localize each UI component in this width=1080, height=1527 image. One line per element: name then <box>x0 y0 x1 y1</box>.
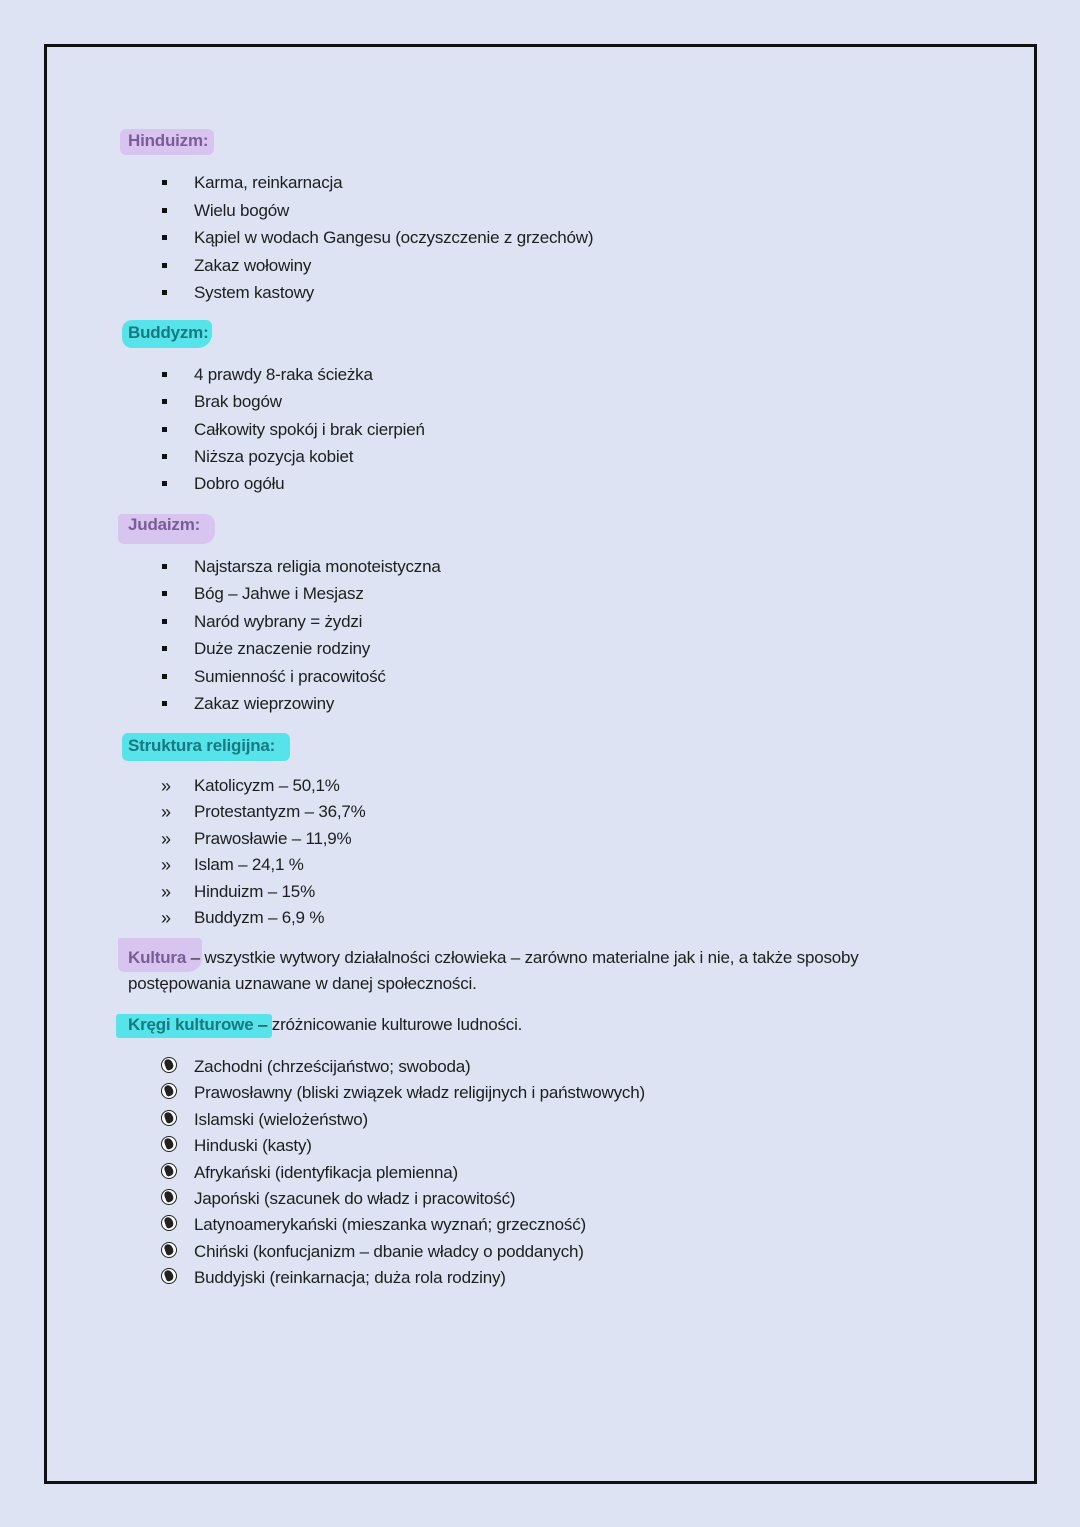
list-item-text: Karma, reinkarnacja <box>194 173 343 192</box>
list-item-text: Zakaz wołowiny <box>194 255 312 275</box>
double-chevron-bullet-icon: » <box>161 776 171 796</box>
list-item-text: Prawosławie – 11,9% <box>194 828 352 848</box>
square-bullet-icon <box>162 427 167 432</box>
globe-icon <box>161 1057 177 1073</box>
square-bullet-icon <box>162 591 167 596</box>
section-heading-struktura: Struktura religijna: <box>128 736 276 755</box>
list-item-text: Dobro ogółu <box>194 474 285 494</box>
square-bullet-icon <box>162 646 167 651</box>
list-item-text: Japoński (szacunek do władz i pracowitość) <box>194 1188 516 1208</box>
kultura-definition <box>128 945 859 997</box>
list-item-text: Brak bogów <box>194 392 282 412</box>
kultura-term: Kultura <box>128 948 187 967</box>
list-item-text: Sumienność i pracowitość <box>194 666 386 686</box>
double-chevron-bullet-icon: » <box>161 855 171 876</box>
list-item-text: Buddyjski (reinkarnacja; duża rola rodziny) <box>194 1268 506 1288</box>
square-bullet-icon <box>162 701 167 706</box>
globe-icon <box>161 1268 177 1284</box>
double-chevron-bullet-icon: » <box>161 828 171 849</box>
list-item-text: Hinduski (kasty) <box>194 1136 312 1156</box>
list-item-text: Całkowity spokój i brak cierpień <box>194 419 425 439</box>
square-bullet-icon <box>162 564 167 569</box>
list-item-text: Bóg – Jahwe i Mesjasz <box>194 584 364 604</box>
list-item-text: Islamski (wielożeństwo) <box>194 1109 368 1129</box>
kregi-term: Kręgi kulturowe <box>128 1015 254 1034</box>
list-item-text: Naród wybrany = żydzi <box>194 611 363 631</box>
list-item-text: Niższa pozycja kobiet <box>194 446 354 466</box>
list-item-text: Prawosławny (bliski związek władz religijnych i państwowych) <box>194 1083 645 1103</box>
square-bullet-icon <box>162 399 167 404</box>
globe-icon <box>161 1242 177 1258</box>
kultura-text-2: postępowania uznawane w danej społeczności. <box>128 974 477 993</box>
square-bullet-icon <box>162 180 167 185</box>
square-bullet-icon <box>162 674 167 679</box>
list-item-text: Katolicyzm – 50,1% <box>194 776 340 795</box>
square-bullet-icon <box>162 263 167 268</box>
globe-icon <box>161 1189 177 1205</box>
globe-icon <box>161 1110 177 1126</box>
page-border <box>44 44 1037 1484</box>
list-item-text: Zakaz wieprzowiny <box>194 693 335 713</box>
square-bullet-icon <box>162 208 167 213</box>
list-item-text: Chiński (konfucjanizm – dbanie władcy o poddanych) <box>194 1241 584 1261</box>
list-item-text: Islam – 24,1 % <box>194 855 304 875</box>
list-item-text: Hinduizm – 15% <box>194 881 315 901</box>
list-item-text: Zachodni (chrześcijaństwo; swoboda) <box>194 1057 471 1076</box>
double-chevron-bullet-icon: » <box>161 881 171 902</box>
list-item-text: Kąpiel w wodach Gangesu (oczyszczenie z grzechów) <box>194 228 594 247</box>
double-chevron-bullet-icon: » <box>161 802 171 823</box>
list-item-text: Latynoamerykański (mieszanka wyznań; grzeczność) <box>194 1215 586 1235</box>
list-item-text: Buddyzm – 6,9 % <box>194 907 325 927</box>
square-bullet-icon <box>162 290 167 295</box>
double-chevron-bullet-icon: » <box>161 907 171 928</box>
list-item-text: Afrykański (identyfikacja plemienna) <box>194 1162 458 1182</box>
kregi-text: – zróżnicowanie kulturowe ludności. <box>253 1015 523 1034</box>
kultura-text: – wszystkie wytwory działalności człowieka – zarówno materialne jak i nie, a także sposoby <box>186 948 859 967</box>
section-heading-buddyzm: Buddyzm: <box>128 323 209 342</box>
list-item-text: Wielu bogów <box>194 200 290 220</box>
list-item-text: Duże znaczenie rodziny <box>194 639 371 659</box>
section-heading-hinduizm: Hinduizm: <box>128 131 209 150</box>
kregi-definition <box>128 1012 522 1038</box>
square-bullet-icon <box>162 619 167 624</box>
list-item-text: Protestantyzm – 36,7% <box>194 802 366 822</box>
section-heading-judaizm: Judaizm: <box>128 515 201 534</box>
list-item-text: 4 prawdy 8-raka ścieżka <box>194 365 373 384</box>
list-item-text: Najstarsza religia monoteistyczna <box>194 557 441 576</box>
square-bullet-icon <box>162 454 167 459</box>
square-bullet-icon <box>162 481 167 486</box>
list-item-text: System kastowy <box>194 283 315 302</box>
square-bullet-icon <box>162 372 167 377</box>
square-bullet-icon <box>162 235 167 240</box>
globe-icon <box>161 1163 177 1179</box>
